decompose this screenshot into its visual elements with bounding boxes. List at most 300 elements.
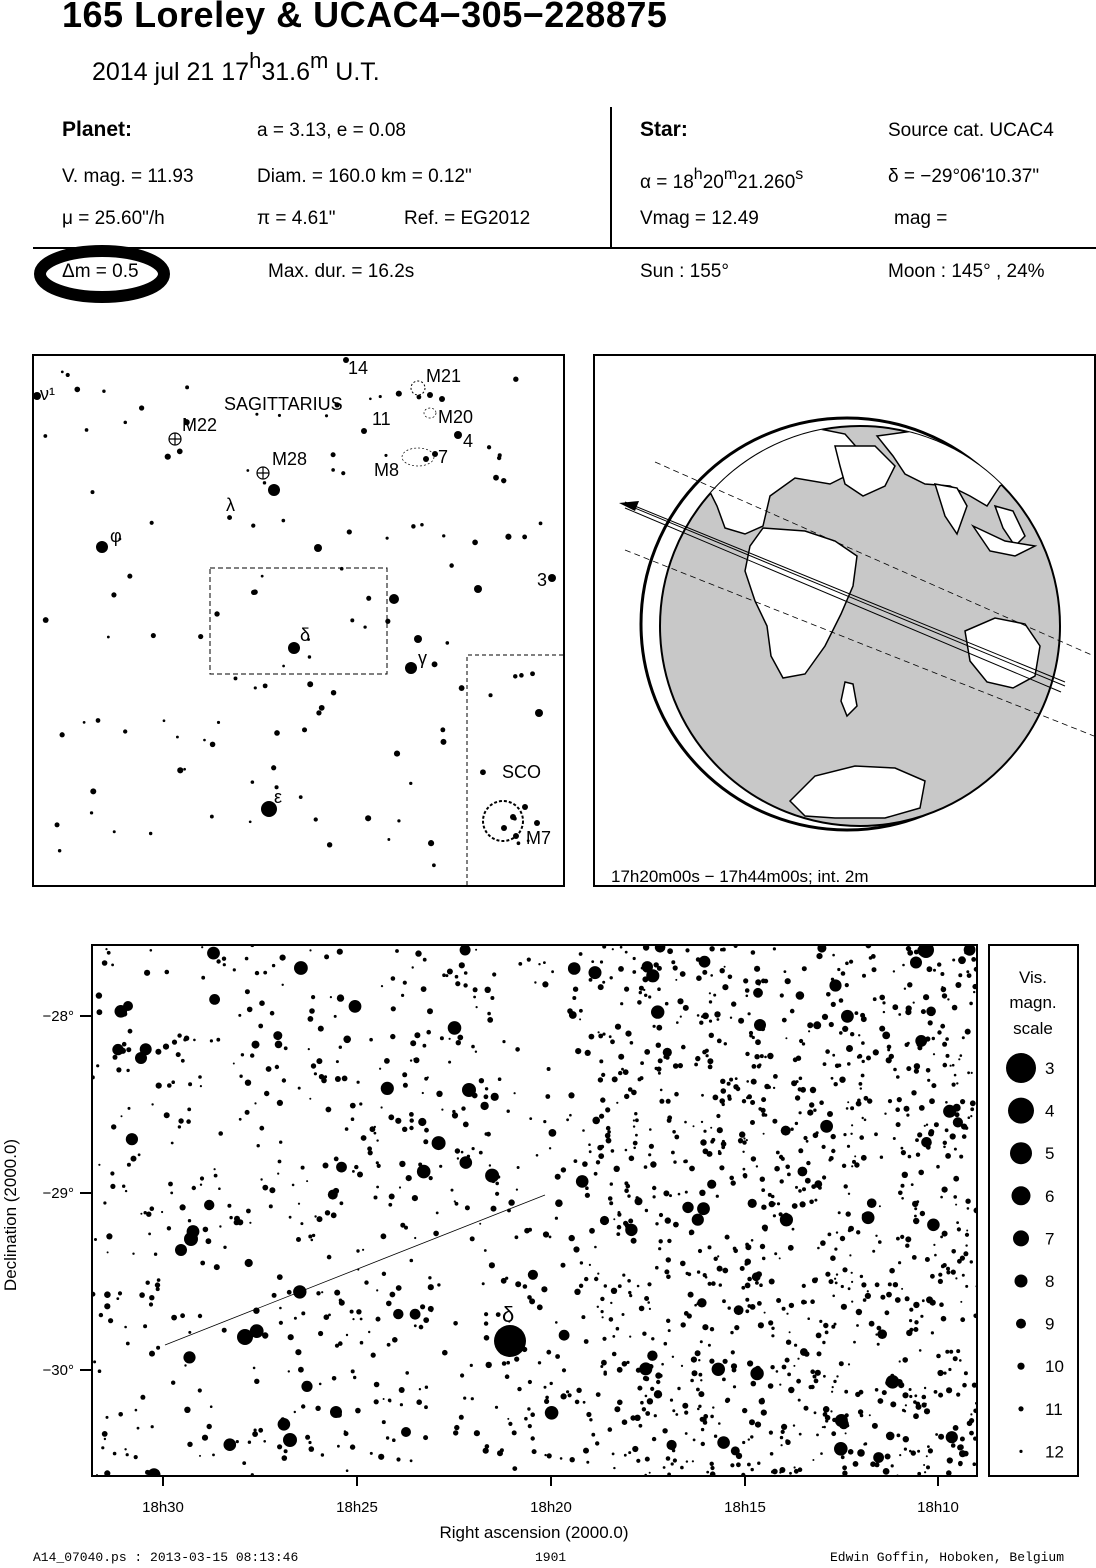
field-star bbox=[409, 1126, 413, 1130]
field-star bbox=[659, 1213, 663, 1217]
field-star bbox=[255, 971, 259, 975]
field-star bbox=[218, 1187, 221, 1190]
field-star bbox=[673, 1222, 679, 1228]
field-star bbox=[960, 1054, 963, 1057]
finder-star bbox=[369, 397, 372, 400]
field-star bbox=[901, 1197, 904, 1200]
field-star bbox=[616, 1327, 620, 1331]
field-star bbox=[386, 1301, 392, 1307]
legend-magnitude-label: 5 bbox=[1045, 1144, 1055, 1164]
field-star bbox=[918, 1170, 924, 1176]
field-star bbox=[773, 947, 776, 950]
finder-star bbox=[91, 490, 95, 494]
field-star bbox=[848, 1363, 850, 1365]
field-star bbox=[459, 962, 465, 968]
field-star bbox=[851, 1301, 853, 1303]
field-star bbox=[755, 1281, 759, 1285]
field-star bbox=[779, 1257, 781, 1259]
field-star bbox=[924, 1125, 926, 1127]
field-star bbox=[270, 1011, 275, 1016]
field-star bbox=[973, 1462, 977, 1466]
field-star bbox=[712, 1406, 714, 1408]
field-star bbox=[804, 1406, 809, 1411]
field-star bbox=[826, 992, 831, 997]
field-star bbox=[485, 1103, 487, 1105]
field-star bbox=[391, 976, 396, 981]
field-star bbox=[919, 1105, 925, 1111]
field-star bbox=[781, 1126, 791, 1136]
field-star bbox=[833, 1380, 836, 1383]
field-star bbox=[779, 1212, 783, 1216]
finder-star bbox=[432, 661, 438, 667]
field-star bbox=[636, 1368, 641, 1373]
field-star bbox=[453, 1321, 458, 1326]
field-star bbox=[655, 1266, 659, 1270]
y-axis-label: Declination (2000.0) bbox=[1, 1138, 20, 1292]
field-star bbox=[692, 1214, 704, 1226]
field-star bbox=[882, 1390, 887, 1395]
field-star bbox=[822, 1175, 826, 1179]
field-star bbox=[550, 1382, 553, 1385]
planet-diameter: Diam. = 160.0 km = 0.12" bbox=[257, 166, 472, 187]
field-star bbox=[376, 1186, 379, 1189]
field-star bbox=[396, 1457, 400, 1461]
finder-star bbox=[149, 832, 152, 835]
field-star bbox=[600, 1365, 603, 1368]
field-star bbox=[184, 1407, 190, 1413]
field-star bbox=[662, 1428, 667, 1433]
field-star bbox=[301, 1404, 305, 1408]
field-star bbox=[777, 1202, 780, 1205]
field-star bbox=[794, 1344, 797, 1347]
field-star bbox=[746, 1139, 748, 1141]
field-star bbox=[149, 1302, 153, 1306]
finder-star bbox=[414, 635, 422, 643]
field-star bbox=[947, 1457, 953, 1463]
field-star bbox=[116, 1297, 119, 1300]
field-star bbox=[701, 1442, 705, 1446]
field-star bbox=[528, 1270, 538, 1280]
finder-star bbox=[66, 373, 70, 377]
field-star bbox=[697, 1408, 700, 1411]
field-star bbox=[175, 1244, 187, 1256]
field-star bbox=[946, 1431, 958, 1443]
field-star bbox=[579, 952, 583, 956]
field-star bbox=[969, 1418, 974, 1423]
field-star bbox=[676, 1021, 679, 1024]
field-star bbox=[823, 1062, 827, 1066]
field-star bbox=[654, 1390, 662, 1398]
field-star bbox=[633, 1119, 635, 1121]
field-star bbox=[883, 1468, 890, 1475]
field-star bbox=[873, 997, 877, 1001]
field-star bbox=[742, 1140, 746, 1144]
field-star bbox=[330, 996, 332, 998]
field-star bbox=[589, 1228, 595, 1234]
field-star bbox=[764, 1084, 770, 1090]
finder-star bbox=[203, 739, 206, 742]
field-star bbox=[905, 1296, 910, 1301]
field-star bbox=[713, 994, 716, 997]
field-star bbox=[284, 1449, 288, 1453]
field-star bbox=[624, 1094, 629, 1099]
field-star bbox=[269, 1204, 273, 1208]
field-star bbox=[186, 1119, 191, 1124]
field-star bbox=[816, 1434, 819, 1437]
field-star bbox=[861, 1041, 865, 1045]
legend-magnitude-label: 8 bbox=[1045, 1272, 1055, 1291]
field-star bbox=[334, 1290, 340, 1296]
field-star bbox=[441, 1109, 443, 1111]
field-star bbox=[797, 1358, 799, 1360]
field-star bbox=[579, 1018, 581, 1020]
field-star bbox=[724, 1042, 727, 1045]
field-star bbox=[609, 1035, 612, 1038]
field-star bbox=[555, 1321, 558, 1324]
field-star bbox=[155, 1282, 160, 1287]
field-star bbox=[536, 1154, 539, 1157]
field-star bbox=[816, 953, 822, 959]
field-star bbox=[400, 1223, 405, 1228]
field-star bbox=[423, 1435, 428, 1440]
field-star bbox=[672, 1356, 674, 1358]
field-star bbox=[266, 1066, 272, 1072]
field-star bbox=[683, 1005, 689, 1011]
field-star bbox=[787, 1173, 791, 1177]
field-star bbox=[877, 1343, 880, 1346]
field-star bbox=[689, 1166, 695, 1172]
field-star bbox=[237, 1329, 253, 1345]
field-star bbox=[278, 1418, 291, 1431]
field-star bbox=[755, 1366, 761, 1372]
field-star bbox=[891, 1464, 894, 1467]
field-star bbox=[754, 1054, 759, 1059]
field-star bbox=[677, 998, 683, 1004]
field-star bbox=[637, 1000, 642, 1005]
field-star bbox=[502, 1040, 505, 1043]
field-star bbox=[417, 1165, 431, 1179]
field-star bbox=[771, 1470, 774, 1473]
field-star bbox=[717, 1255, 719, 1257]
star-declination: δ = −29°06'10.37" bbox=[888, 166, 1040, 187]
field-star bbox=[659, 1374, 663, 1378]
field-star bbox=[771, 1195, 775, 1199]
field-star bbox=[693, 1125, 695, 1127]
legend-magnitude-dot bbox=[1019, 1450, 1022, 1453]
field-star bbox=[810, 1369, 815, 1374]
field-star bbox=[183, 1351, 195, 1363]
field-star bbox=[829, 1022, 834, 1027]
field-star bbox=[943, 1063, 948, 1068]
field-star bbox=[391, 1006, 396, 1011]
field-star bbox=[206, 1238, 212, 1244]
finder-star bbox=[474, 585, 482, 593]
field-star bbox=[901, 1150, 906, 1155]
field-star bbox=[834, 1082, 838, 1086]
field-star bbox=[714, 1435, 717, 1438]
field-star bbox=[946, 1470, 952, 1476]
finder-star bbox=[325, 414, 328, 417]
field-star bbox=[649, 1128, 652, 1131]
field-star bbox=[568, 1393, 572, 1397]
field-star bbox=[839, 1077, 845, 1083]
field-star bbox=[751, 1381, 757, 1387]
legend-magnitude-dot bbox=[1012, 1186, 1031, 1205]
field-star bbox=[710, 1462, 714, 1466]
field-star bbox=[532, 1449, 537, 1454]
field-star bbox=[697, 1270, 700, 1273]
field-star bbox=[694, 1063, 698, 1067]
field-star bbox=[729, 1078, 733, 1082]
field-star bbox=[819, 1100, 824, 1105]
field-star bbox=[957, 1227, 961, 1231]
field-star bbox=[692, 1460, 694, 1462]
field-star bbox=[602, 1033, 605, 1036]
field-star bbox=[339, 1046, 342, 1049]
field-star bbox=[942, 1263, 946, 1267]
finder-label-epsilon: ε bbox=[274, 787, 283, 807]
field-star bbox=[588, 1143, 591, 1146]
field-star bbox=[118, 1412, 123, 1417]
field-star bbox=[841, 1010, 854, 1023]
legend-magnitude-label: 12 bbox=[1045, 1442, 1064, 1462]
field-star bbox=[834, 1323, 837, 1326]
field-star bbox=[929, 1098, 935, 1104]
field-star bbox=[717, 1266, 723, 1272]
field-star bbox=[207, 947, 220, 960]
field-star bbox=[709, 1359, 714, 1364]
field-star bbox=[601, 1073, 605, 1077]
field-star bbox=[677, 1387, 680, 1390]
field-star bbox=[952, 1064, 955, 1067]
field-star bbox=[471, 1397, 474, 1400]
field-star bbox=[714, 1011, 720, 1017]
field-star bbox=[308, 1441, 311, 1444]
field-star bbox=[650, 1161, 656, 1167]
field-star bbox=[151, 1425, 154, 1428]
field-star bbox=[858, 1054, 863, 1059]
field-star bbox=[127, 1163, 131, 1167]
field-star bbox=[584, 1277, 588, 1281]
field-star bbox=[627, 1279, 631, 1283]
field-star bbox=[421, 986, 427, 992]
finder-star bbox=[278, 414, 281, 417]
field-star bbox=[374, 1382, 380, 1388]
field-star bbox=[566, 1390, 569, 1393]
field-star bbox=[845, 983, 849, 987]
field-star bbox=[146, 1212, 151, 1217]
field-star bbox=[98, 1164, 100, 1166]
field-star bbox=[410, 1309, 421, 1320]
field-star bbox=[102, 960, 108, 966]
field-star bbox=[609, 1201, 613, 1205]
field-star bbox=[838, 1211, 841, 1214]
field-star bbox=[896, 1379, 902, 1385]
field-star bbox=[371, 1353, 376, 1358]
field-star bbox=[927, 1219, 940, 1232]
field-star bbox=[652, 1186, 656, 1190]
field-star bbox=[849, 960, 853, 964]
field-star bbox=[432, 1136, 446, 1150]
field-star bbox=[761, 1097, 766, 1102]
field-star bbox=[754, 966, 760, 972]
field-star bbox=[669, 1194, 672, 1197]
field-star bbox=[796, 991, 805, 1000]
field-star bbox=[104, 1291, 111, 1298]
finder-label-m20: M20 bbox=[438, 407, 474, 427]
field-star bbox=[317, 1216, 323, 1222]
field-star bbox=[699, 1021, 703, 1025]
field-star bbox=[484, 1321, 488, 1325]
field-star bbox=[893, 1137, 896, 1140]
field-star bbox=[864, 1096, 869, 1101]
field-star bbox=[624, 987, 629, 992]
field-star bbox=[277, 1444, 282, 1449]
field-star bbox=[418, 1118, 426, 1126]
field-star bbox=[841, 1285, 844, 1288]
field-star bbox=[649, 1472, 651, 1474]
field-star bbox=[861, 1074, 865, 1078]
field-star bbox=[362, 1249, 364, 1251]
field-star bbox=[886, 1432, 895, 1441]
field-star bbox=[906, 946, 911, 951]
xtick-18h25: 18h25 bbox=[336, 1499, 378, 1516]
field-star bbox=[822, 1341, 825, 1344]
field-star bbox=[575, 1400, 580, 1405]
field-star bbox=[663, 1190, 669, 1196]
field-star bbox=[831, 1149, 835, 1153]
field-star bbox=[647, 1301, 650, 1304]
field-star bbox=[389, 1400, 392, 1403]
field-star bbox=[596, 1160, 600, 1164]
header-divider-horizontal bbox=[33, 247, 1096, 249]
field-star bbox=[529, 1117, 532, 1120]
field-star bbox=[200, 1261, 205, 1266]
field-star bbox=[386, 1436, 389, 1439]
field-star bbox=[905, 1244, 909, 1248]
finder-star bbox=[513, 674, 517, 678]
field-star bbox=[855, 1011, 859, 1015]
field-star bbox=[953, 1195, 957, 1199]
field-star bbox=[781, 1424, 787, 1430]
field-star bbox=[934, 1122, 939, 1127]
field-star bbox=[932, 1037, 935, 1040]
field-star bbox=[724, 966, 726, 968]
finder-chart bbox=[32, 354, 565, 887]
finder-star bbox=[397, 819, 400, 822]
field-star bbox=[722, 984, 728, 990]
field-star bbox=[126, 1342, 130, 1346]
field-star bbox=[395, 949, 399, 953]
field-star bbox=[515, 1047, 520, 1052]
field-star bbox=[460, 1373, 464, 1377]
field-star bbox=[789, 1331, 791, 1333]
field-star bbox=[720, 968, 725, 973]
field-star bbox=[497, 1175, 500, 1178]
field-star bbox=[308, 1235, 312, 1239]
field-star bbox=[831, 1002, 836, 1007]
finder-star bbox=[139, 405, 144, 410]
field-star bbox=[745, 1309, 749, 1313]
field-star bbox=[545, 1406, 559, 1420]
field-star bbox=[312, 1234, 315, 1237]
field-star bbox=[925, 1257, 930, 1262]
field-star bbox=[259, 1000, 265, 1006]
field-star bbox=[949, 1350, 953, 1354]
field-star bbox=[967, 973, 972, 978]
finder-star bbox=[517, 841, 521, 845]
field-star bbox=[452, 1110, 455, 1113]
field-star bbox=[455, 1148, 460, 1153]
field-star bbox=[656, 1043, 661, 1048]
field-star bbox=[484, 1335, 490, 1341]
field-star bbox=[245, 989, 250, 994]
finder-star bbox=[90, 788, 96, 794]
finder-star bbox=[394, 751, 400, 757]
field-star bbox=[928, 1131, 934, 1137]
field-star bbox=[448, 1061, 451, 1064]
field-star bbox=[178, 1118, 183, 1123]
field-star bbox=[909, 1328, 913, 1332]
field-star bbox=[902, 1172, 908, 1178]
field-star bbox=[671, 1151, 675, 1155]
field-star bbox=[555, 1217, 558, 1220]
field-star bbox=[234, 1220, 240, 1226]
field-star bbox=[747, 1463, 751, 1467]
field-star bbox=[104, 1438, 106, 1440]
field-star bbox=[865, 1293, 871, 1299]
field-star bbox=[517, 1387, 521, 1391]
field-star bbox=[368, 1331, 370, 1333]
field-star bbox=[942, 1042, 947, 1047]
field-star bbox=[789, 1472, 792, 1475]
field-star bbox=[906, 1066, 911, 1071]
field-star bbox=[452, 1112, 458, 1118]
field-star bbox=[798, 1167, 808, 1177]
field-star bbox=[337, 1445, 340, 1448]
field-star bbox=[112, 1044, 123, 1055]
field-star bbox=[667, 1239, 671, 1243]
field-star bbox=[898, 1013, 901, 1016]
field-star bbox=[971, 1072, 973, 1074]
field-star bbox=[647, 1351, 657, 1361]
field-star bbox=[792, 1228, 795, 1231]
field-star bbox=[278, 1160, 282, 1164]
field-star bbox=[633, 1147, 636, 1150]
field-star bbox=[695, 1350, 701, 1356]
field-star bbox=[785, 1037, 787, 1039]
field-star bbox=[128, 1029, 133, 1034]
field-star bbox=[899, 1360, 901, 1362]
field-star bbox=[635, 1118, 639, 1122]
field-star bbox=[745, 1052, 749, 1056]
field-star bbox=[370, 1452, 373, 1455]
field-star bbox=[447, 969, 453, 975]
field-star bbox=[790, 1128, 793, 1131]
field-star bbox=[867, 1290, 869, 1292]
field-star bbox=[809, 1200, 814, 1205]
field-star bbox=[769, 1431, 773, 1435]
field-star bbox=[839, 1361, 844, 1366]
detail-star-chart bbox=[0, 930, 1096, 1550]
field-star bbox=[309, 949, 311, 951]
field-star bbox=[957, 1445, 963, 1451]
field-star bbox=[154, 1253, 157, 1256]
field-star bbox=[111, 1124, 116, 1129]
field-star bbox=[328, 1190, 338, 1200]
field-star bbox=[192, 1186, 196, 1190]
field-star bbox=[298, 1087, 301, 1090]
